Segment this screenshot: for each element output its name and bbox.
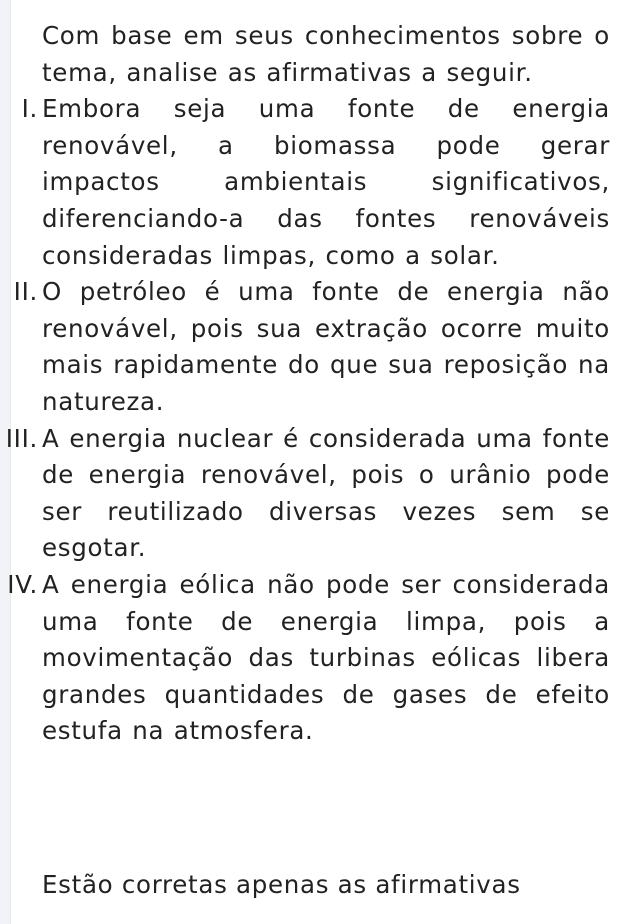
question-closing: Estão corretas apenas as afirmativas xyxy=(42,870,521,899)
statement-1-marker: I. xyxy=(21,94,38,124)
statement-2 xyxy=(0,274,621,420)
statement-3-text: A energia nuclear é considerada uma fonte de energia renovável, pois o urânio pode ser reutilizado diversas vezes sem se esgotar. xyxy=(42,423,610,563)
statement-4-marker: IV. xyxy=(7,569,38,599)
statement-2-marker: II. xyxy=(13,277,38,307)
statement-4-text: A energia eólica não pode ser considerada uma fonte de energia limpa, pois a movimentação das turbinas eólicas libera grandes quantidades de gases de efeito estufa na atmosfera. xyxy=(42,569,610,746)
statement-3 xyxy=(0,421,621,567)
statement-4 xyxy=(0,567,621,750)
statement-2-text: O petróleo é uma fonte de energia não renovável, pois sua extração ocorre muito mais rapidamente do que sua reposição na natureza. xyxy=(42,277,610,416)
statement-3-marker: III. xyxy=(5,423,38,453)
statement-1-text: Embora seja uma fonte de energia renovável, a biomassa pode gerar impactos ambientais significativos, diferenciando-a das fontes renováveis consideradas limpas, como a solar. xyxy=(42,94,610,270)
question-body xyxy=(0,18,621,750)
question-intro: Com base em seus conhecimentos sobre o tema, analise as afirmativas a seguir. xyxy=(42,21,610,87)
statement-1 xyxy=(0,91,621,274)
